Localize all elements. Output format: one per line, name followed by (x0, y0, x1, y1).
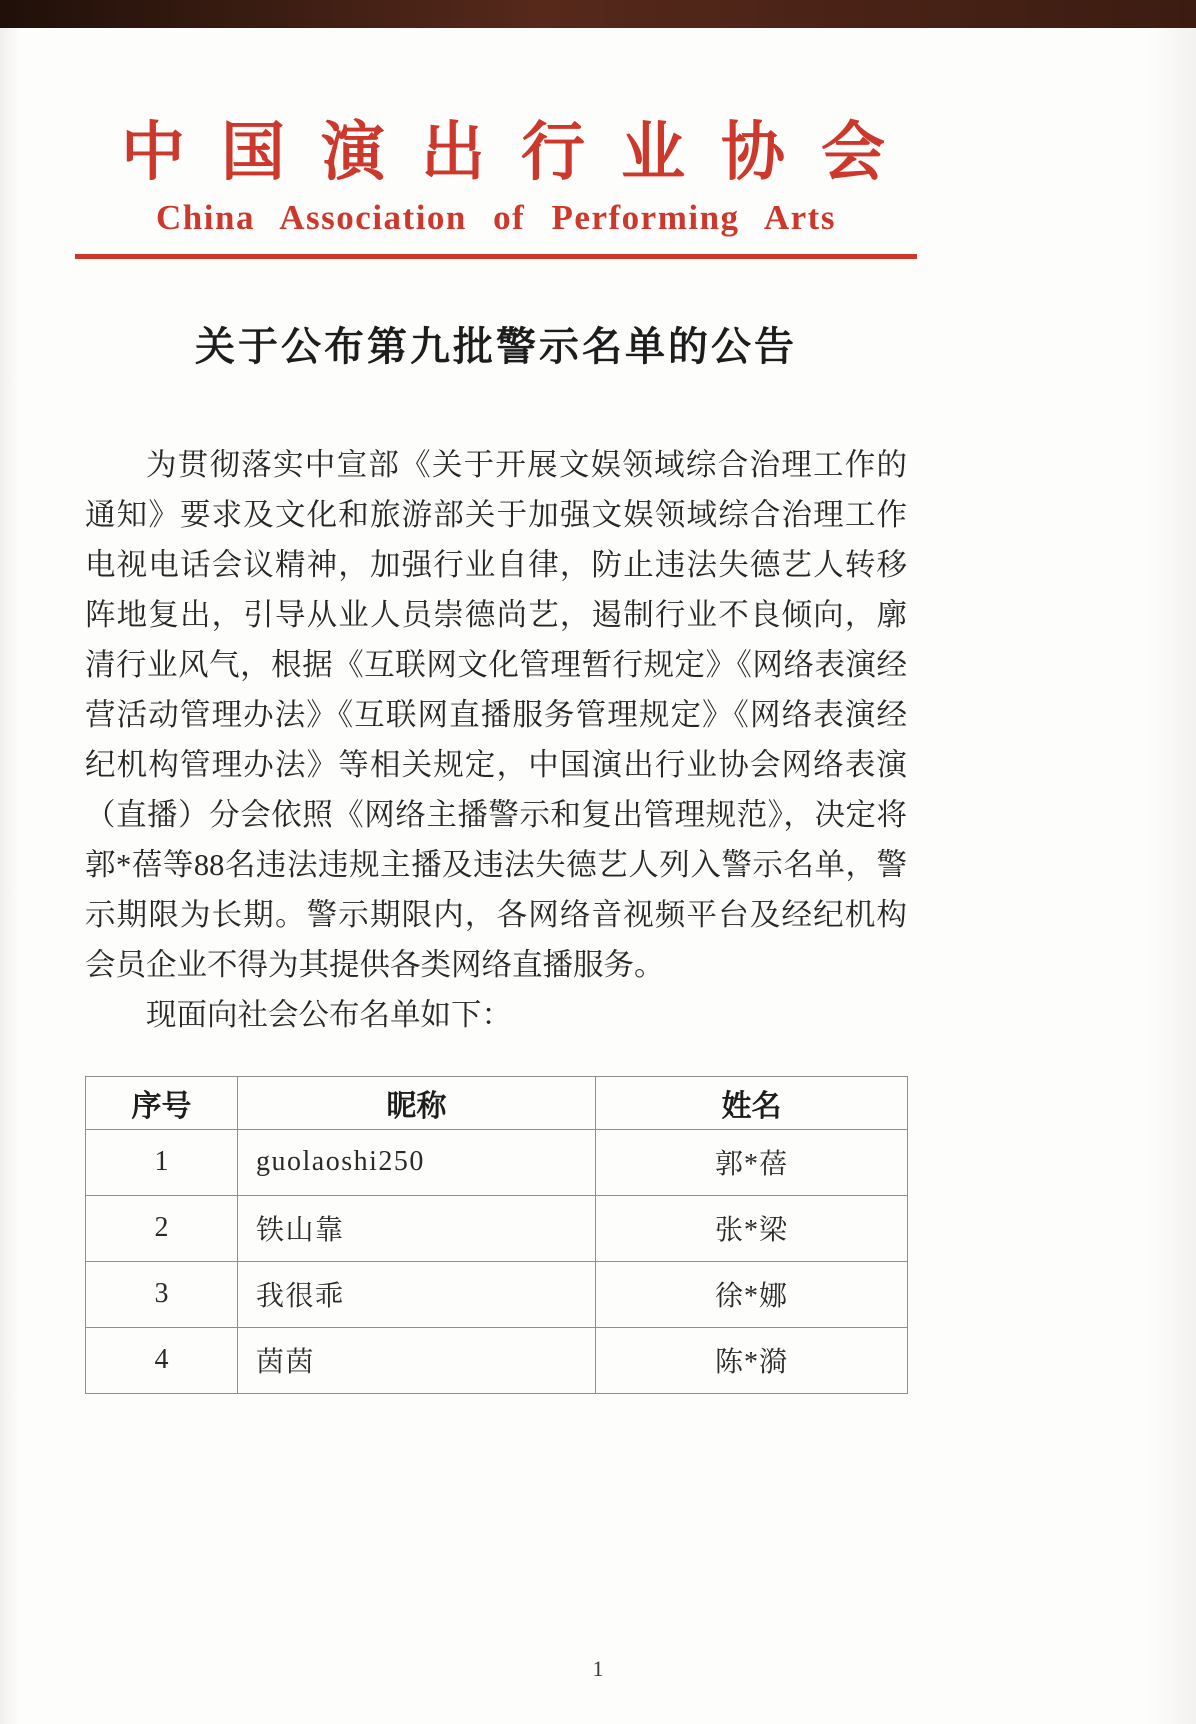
cell-nickname: 茵茵 (238, 1327, 596, 1393)
table-header-row (86, 1076, 908, 1129)
document-body (85, 440, 907, 1040)
cell-name: 徐*娜 (596, 1261, 908, 1327)
page-number: 1 (592, 1656, 604, 1681)
column-header-name: 姓名 (596, 1076, 908, 1129)
column-header-sequence: 序号 (86, 1076, 238, 1129)
table-row (86, 1129, 908, 1195)
table-row (86, 1195, 908, 1261)
cell-sequence: 4 (86, 1327, 238, 1393)
table-row (86, 1261, 908, 1327)
org-name-chinese: 中国演出行业协会 (121, 117, 921, 188)
cell-nickname: guolaoshi250 (238, 1129, 596, 1195)
cell-name: 张*梁 (596, 1195, 908, 1261)
page-footer (0, 1656, 1196, 1682)
document-title: 关于公布第九批警示名单的公告 (195, 324, 797, 369)
cell-nickname: 铁山靠 (238, 1195, 596, 1261)
cell-sequence: 1 (86, 1129, 238, 1195)
letterhead (85, 116, 921, 259)
cell-name: 陈*漪 (596, 1327, 908, 1393)
cell-name: 郭*蓓 (596, 1129, 908, 1195)
letterhead-divider (75, 254, 917, 259)
body-paragraph-2: 现面向社会公布名单如下： (146, 997, 512, 1032)
cell-sequence: 2 (86, 1195, 238, 1261)
org-name-english: China Association of Performing Arts (156, 197, 836, 237)
table-row (86, 1327, 908, 1393)
cell-sequence: 3 (86, 1261, 238, 1327)
document-content (85, 116, 921, 1394)
column-header-nickname: 昵称 (238, 1076, 596, 1129)
body-paragraph-1: 为贯彻落实中宣部《关于开展文娱领域综合治理工作的通知》要求及文化和旅游部关于加强文娱领域综合治理工作电视电话会议精神，加强行业自律，防止违法失德艺人转移阵地复出，引导从业人员崇德尚艺，遏制行业不良倾向，廓清行业风气，根据《互联网文化管理暂行规定》《网络表演经营活动管理办法》《互联网直播服务管理规定》《网络表演经纪机构管理办法》等相关规定，中国演出行业协会网络表演（直播）分会依照《网络主播警示和复出管理规范》，决定将郭*蓓等88名违法违规主播及违法失德艺人列入警示名单，警示期限为长期。警示期限内，各网络音视频平台及经纪机构会员企业不得为其提供各类网络直播服务。 (85, 447, 907, 982)
warning-list-table (85, 1076, 908, 1394)
scan-edge-artifact (0, 0, 1196, 28)
cell-nickname: 我很乖 (238, 1261, 596, 1327)
